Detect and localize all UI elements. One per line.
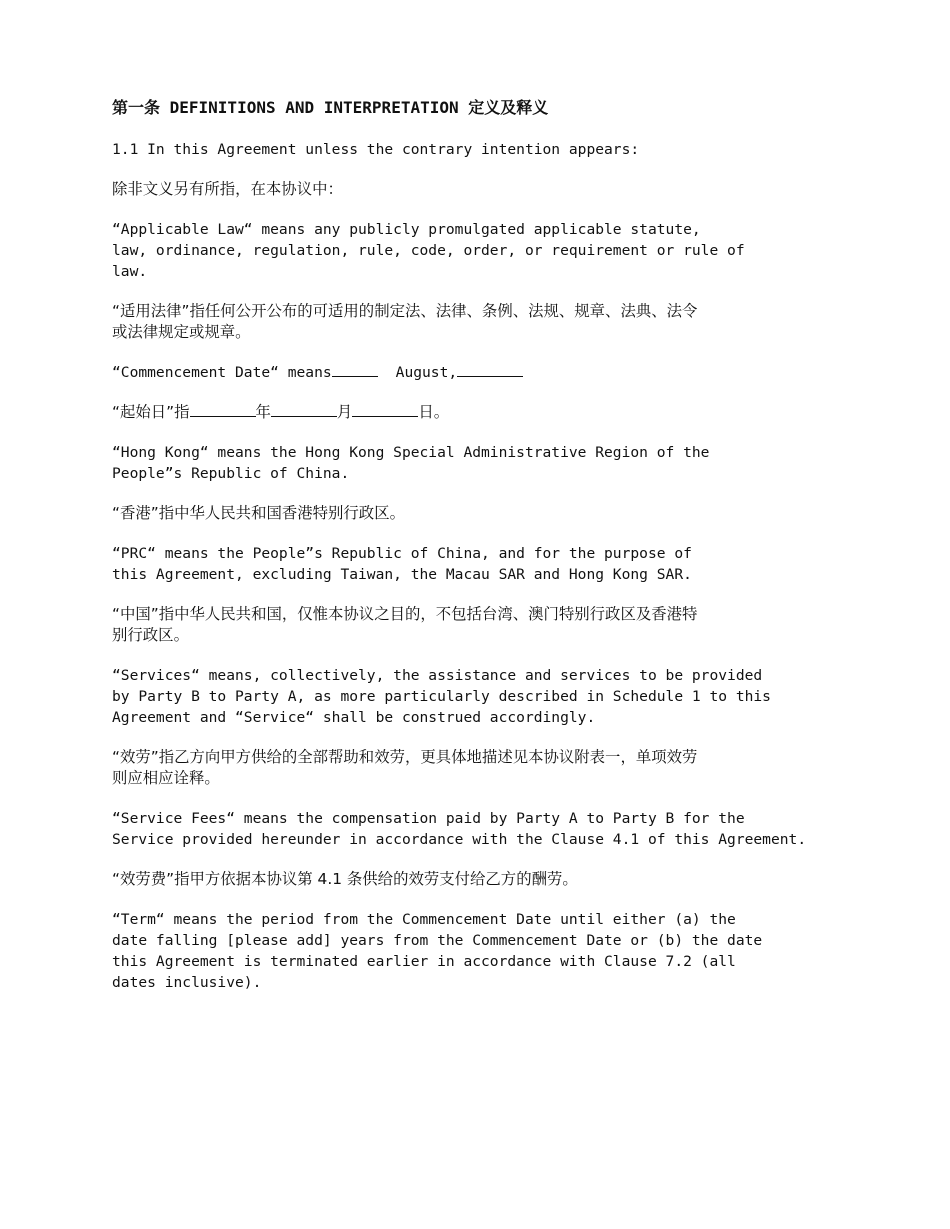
commencement-date-cn-year: 年 xyxy=(255,403,271,421)
applicable-law-cn: “适用法律”指任何公开公布的可适用的制定法、法律、条例、法规、规章、法典、法令 或法律规定或规章。 xyxy=(112,302,698,341)
commencement-date-cn-day: 日。 xyxy=(418,403,450,421)
commencement-date-en-prefix: “Commencement Date“ means xyxy=(112,364,332,381)
services-en: “Services“ means, collectively, the assistance and services to be provided by Party B to Party A, as more particularly described in Schedule 1 to this Agreement and “Service“ shall be construed accordingly. xyxy=(112,667,771,726)
prc-en: “PRC“ means the People”s Republic of China, and for the purpose of this Agreement, excluding Taiwan, the Macau SAR and Hong Kong SAR. xyxy=(112,545,692,583)
hong-kong-en: “Hong Kong“ means the Hong Kong Special Administrative Region of the People”s Republic of China. xyxy=(112,444,710,482)
commencement-date-en xyxy=(112,362,872,383)
blank-day-field-cn xyxy=(352,402,418,417)
commencement-date-en-month: August, xyxy=(395,364,458,381)
commencement-date-cn-prefix: “起始日”指 xyxy=(112,403,190,421)
section-heading: 第一条 DEFINITIONS AND INTERPRETATION 定义及释义 xyxy=(112,98,549,117)
blank-month-field-cn xyxy=(271,402,337,417)
services-cn: “效劳”指乙方向甲方供给的全部帮助和效劳，更具体地描述见本协议附表一，单项效劳 则应相应诠释。 xyxy=(112,748,698,787)
intro-en: 1.1 In this Agreement unless the contrary intention appears: xyxy=(112,141,640,158)
blank-day-field xyxy=(332,362,378,377)
service-fees-cn: “效劳费”指甲方依据本协议第 4.1 条供给的效劳支付给乙方的酬劳。 xyxy=(112,870,578,888)
commencement-date-cn-month: 月 xyxy=(336,403,353,421)
hong-kong-cn: “香港”指中华人民共和国香港特别行政区。 xyxy=(112,504,405,522)
blank-year-field-cn xyxy=(190,402,256,417)
intro-cn: 除非文义另有所指，在本协议中： xyxy=(112,180,343,198)
applicable-law-en: “Applicable Law“ means any publicly promulgated applicable statute, law, ordinance, regulation, rule, code, order, or requirement or rule of law. xyxy=(112,221,745,280)
document-page xyxy=(112,96,872,1012)
term-en: “Term“ means the period from the Commencement Date until either (a) the date falling [please add] years from the Commencement Date or (b) the date this Agreement is terminated earlier in accordance with Clause 7.2 (all dates inclusive). xyxy=(112,911,763,991)
blank-year-field xyxy=(457,362,523,377)
commencement-date-cn xyxy=(112,402,872,423)
prc-cn: “中国”指中华人民共和国，仅惟本协议之目的，不包括台湾、澳门特别行政区及香港特 别行政区。 xyxy=(112,605,698,644)
service-fees-en: “Service Fees“ means the compensation paid by Party A to Party B for the Service provided hereunder in accordance with the Clause 4.1 of this Agreement. xyxy=(112,810,807,848)
